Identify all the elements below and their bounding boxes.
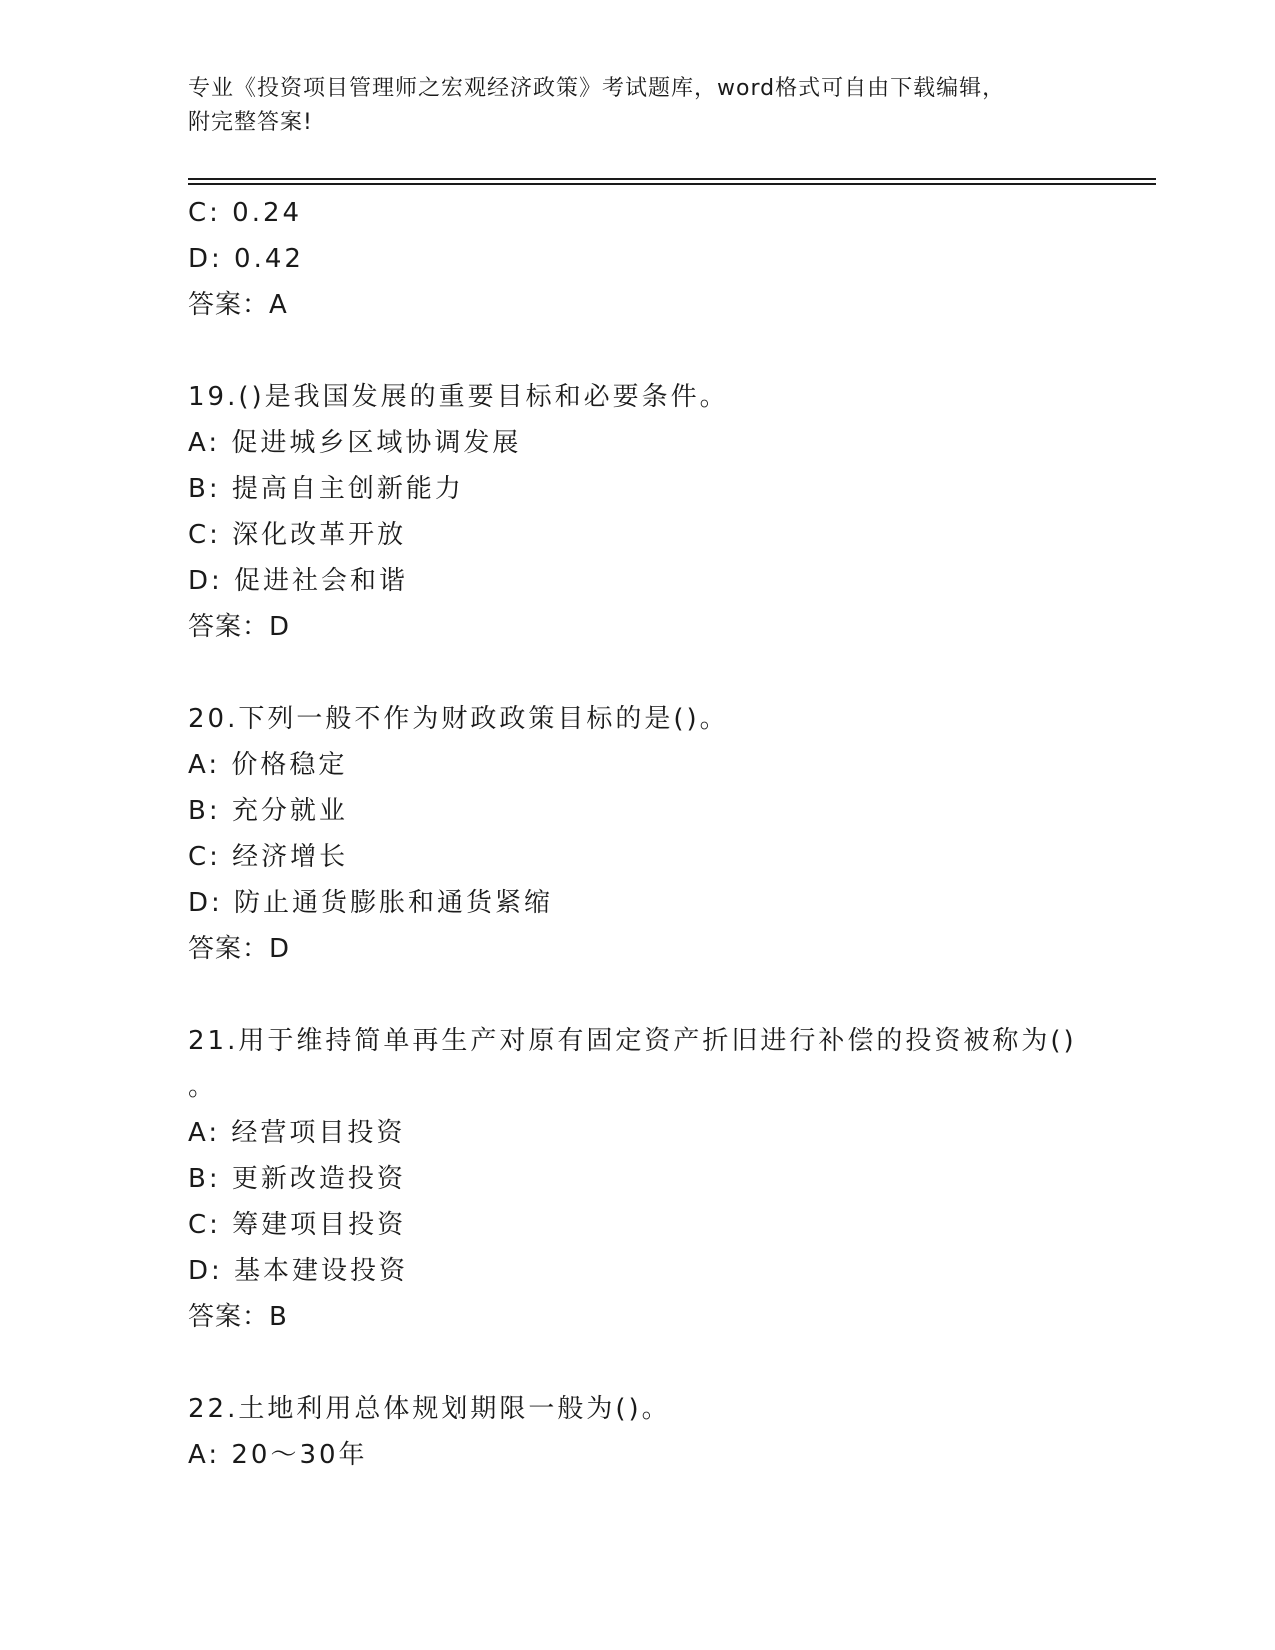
option-a: A: 20～30年 xyxy=(188,1440,368,1470)
answer: 答案：D xyxy=(188,612,291,642)
option-a: A: 促进城乡区域协调发展 xyxy=(188,428,522,458)
option-b: B: 充分就业 xyxy=(188,796,348,826)
question-19 xyxy=(188,374,1148,650)
option-d: D: 促进社会和谐 xyxy=(188,566,409,596)
option-d: D: 0.42 xyxy=(188,244,304,274)
option-d: D: 防止通货膨胀和通货紧缩 xyxy=(188,888,554,918)
option-c: C: 经济增长 xyxy=(188,842,349,872)
question-list xyxy=(188,190,1148,1478)
question-18-partial xyxy=(188,190,1148,328)
option-c: C: 深化改革开放 xyxy=(188,520,407,550)
question-stem-continuation: 。 xyxy=(188,1072,218,1102)
option-b: B: 提高自主创新能力 xyxy=(188,474,464,504)
option-a: A: 价格稳定 xyxy=(188,750,348,780)
answer: 答案：B xyxy=(188,1302,288,1332)
header-line-2: 附完整答案! xyxy=(188,110,313,135)
answer: 答案：A xyxy=(188,290,288,320)
option-c: C: 0.24 xyxy=(188,198,303,228)
header-line-1: 专业《投资项目管理师之宏观经济政策》考试题库，word格式可自由下载编辑， xyxy=(188,76,1006,101)
option-d: D: 基本建设投资 xyxy=(188,1256,409,1286)
document-header xyxy=(188,72,1088,140)
option-a: A: 经营项目投资 xyxy=(188,1118,406,1148)
question-21 xyxy=(188,1018,1148,1340)
question-stem: 20.下列一般不作为财政政策目标的是()。 xyxy=(188,704,729,734)
question-stem: 22.土地利用总体规划期限一般为()。 xyxy=(188,1394,671,1424)
answer: 答案：D xyxy=(188,934,291,964)
question-stem: 19.()是我国发展的重要目标和必要条件。 xyxy=(188,382,729,412)
option-c: C: 筹建项目投资 xyxy=(188,1210,407,1240)
header-rule-bottom xyxy=(188,183,1156,185)
question-stem: 21.用于维持简单再生产对原有固定资产折旧进行补偿的投资被称为() xyxy=(188,1026,1077,1056)
question-22 xyxy=(188,1386,1148,1478)
question-20 xyxy=(188,696,1148,972)
option-b: B: 更新改造投资 xyxy=(188,1164,406,1194)
header-rule-top xyxy=(188,178,1156,180)
